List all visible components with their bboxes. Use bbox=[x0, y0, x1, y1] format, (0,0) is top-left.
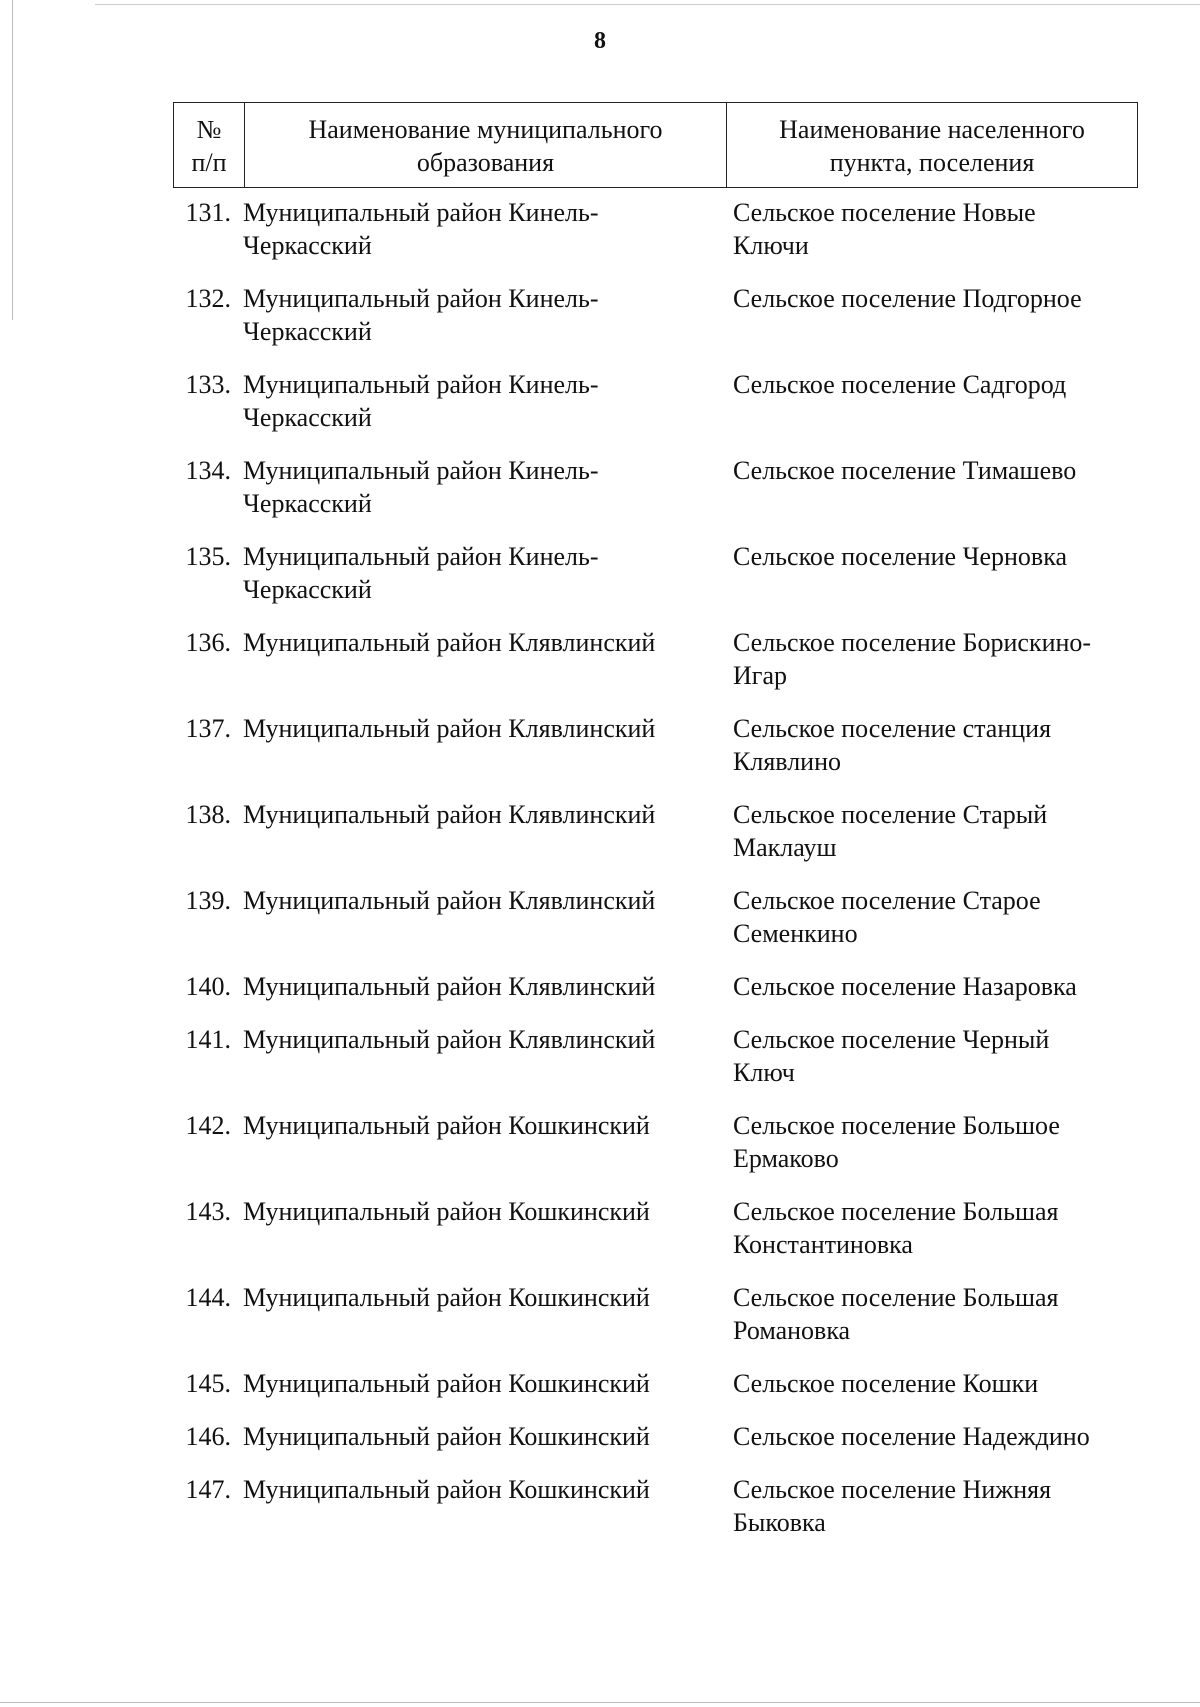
header-municipality-cell bbox=[245, 103, 727, 187]
settlement-name-line: Ключ bbox=[733, 1058, 795, 1087]
settlement-name-line: Ермаково bbox=[733, 1144, 839, 1173]
scan-border-bottom bbox=[0, 1702, 1200, 1703]
table-header bbox=[173, 102, 1138, 188]
settlement-name-line: Сельское поселение Надеждино bbox=[733, 1422, 1090, 1451]
settlement-name-line: Сельское поселение Назаровка bbox=[733, 972, 1077, 1001]
municipality-name-line: Муниципальный район Кошкинский bbox=[243, 1422, 650, 1451]
settlement-name bbox=[713, 626, 1138, 692]
municipality-name-line: Муниципальный район Клявлинский bbox=[243, 714, 656, 743]
header-settlement-line1: Наименование населенного bbox=[779, 115, 1085, 144]
municipality-name-line: Муниципальный район Кинель- bbox=[243, 284, 599, 313]
settlement-name-line: Маклауш bbox=[733, 833, 837, 862]
municipality-name bbox=[239, 1420, 713, 1453]
settlement-name bbox=[713, 884, 1138, 950]
table-row bbox=[173, 282, 1138, 348]
row-number: 132. bbox=[185, 284, 231, 313]
table-row bbox=[173, 1109, 1138, 1175]
municipality-name-line: Муниципальный район Кошкинский bbox=[243, 1111, 650, 1140]
settlement-name-line: Сельское поселение Подгорное bbox=[733, 284, 1082, 313]
municipality-name bbox=[239, 798, 713, 864]
settlement-name bbox=[713, 1109, 1138, 1175]
settlement-name-line: Сельское поселение Новые bbox=[733, 198, 1036, 227]
row-number: 141. bbox=[185, 1025, 231, 1054]
municipality-name bbox=[239, 454, 713, 520]
table-row bbox=[173, 540, 1138, 606]
row-number: 133. bbox=[185, 370, 231, 399]
settlement-name-line: Ключи bbox=[733, 231, 809, 260]
table-row bbox=[173, 626, 1138, 692]
header-municipality-line2: образования bbox=[416, 148, 555, 177]
municipality-name-line: Муниципальный район Кошкинский bbox=[243, 1197, 650, 1226]
municipality-name-line: Муниципальный район Кинель- bbox=[243, 542, 599, 571]
row-number: 140. bbox=[185, 972, 231, 1001]
row-number: 144. bbox=[185, 1283, 231, 1312]
row-number: 136. bbox=[185, 628, 231, 657]
row-number: 139. bbox=[185, 886, 231, 915]
settlement-name-line: Сельское поселение Большая bbox=[733, 1197, 1059, 1226]
settlement-name-line: Сельское поселение Большая bbox=[733, 1283, 1059, 1312]
row-number: 131. bbox=[185, 198, 231, 227]
municipality-name bbox=[239, 712, 713, 778]
header-number-label: п/п bbox=[191, 148, 227, 177]
municipality-name bbox=[239, 1023, 713, 1089]
row-number: 147. bbox=[185, 1475, 231, 1504]
settlement-name bbox=[713, 1195, 1138, 1261]
table-row bbox=[173, 1195, 1138, 1261]
header-number-cell bbox=[174, 103, 245, 187]
header-municipality-line1: Наименование муниципального bbox=[308, 115, 663, 144]
municipality-name bbox=[239, 1109, 713, 1175]
row-number: 135. bbox=[185, 542, 231, 571]
settlement-name-line: Сельское поселение Старое bbox=[733, 886, 1041, 915]
table-row bbox=[173, 1023, 1138, 1089]
municipality-name bbox=[239, 970, 713, 1003]
municipality-name-line: Черкасский bbox=[243, 317, 372, 346]
table-row bbox=[173, 970, 1138, 1003]
settlement-name-line: Сельское поселение Черновка bbox=[733, 542, 1067, 571]
settlement-name bbox=[713, 1420, 1138, 1453]
settlement-name-line: Сельское поселение станция bbox=[733, 714, 1052, 743]
table-row bbox=[173, 1420, 1138, 1453]
header-number-symbol: № bbox=[196, 115, 222, 144]
municipality-name-line: Муниципальный район Клявлинский bbox=[243, 972, 656, 1001]
municipality-name bbox=[239, 282, 713, 348]
municipality-name-line: Муниципальный район Клявлинский bbox=[243, 1025, 656, 1054]
table-row bbox=[173, 712, 1138, 778]
settlement-name-line: Сельское поселение Борискино- bbox=[733, 628, 1092, 657]
table-row bbox=[173, 196, 1138, 262]
settlement-name bbox=[713, 798, 1138, 864]
settlement-name bbox=[713, 540, 1138, 606]
municipality-name-line: Муниципальный район Кинель- bbox=[243, 370, 599, 399]
row-number: 137. bbox=[185, 714, 231, 743]
table-row bbox=[173, 368, 1138, 434]
municipality-name bbox=[239, 1367, 713, 1400]
municipality-name-line: Муниципальный район Кинель- bbox=[243, 198, 599, 227]
municipality-name-line: Черкасский bbox=[243, 231, 372, 260]
row-number: 134. bbox=[185, 456, 231, 485]
municipality-name-line: Муниципальный район Клявлинский bbox=[243, 628, 656, 657]
municipality-name-line: Муниципальный район Кошкинский bbox=[243, 1283, 650, 1312]
municipality-name bbox=[239, 626, 713, 692]
settlement-name bbox=[713, 368, 1138, 434]
municipality-name-line: Муниципальный район Клявлинский bbox=[243, 886, 656, 915]
page-number: 8 bbox=[594, 28, 606, 54]
municipality-name bbox=[239, 1195, 713, 1261]
settlement-name bbox=[713, 282, 1138, 348]
settlement-name bbox=[713, 1367, 1138, 1400]
municipality-name-line: Муниципальный район Кошкинский bbox=[243, 1369, 650, 1398]
settlement-name-line: Игар bbox=[733, 661, 787, 690]
settlement-name-line: Быковка bbox=[733, 1508, 826, 1537]
row-number: 138. bbox=[185, 800, 231, 829]
settlement-name-line: Сельское поселение Кошки bbox=[733, 1369, 1039, 1398]
row-number: 146. bbox=[185, 1422, 231, 1451]
row-number: 145. bbox=[185, 1369, 231, 1398]
table-row bbox=[173, 454, 1138, 520]
table-row bbox=[173, 1281, 1138, 1347]
municipality-name bbox=[239, 1473, 713, 1539]
settlement-name bbox=[713, 712, 1138, 778]
settlement-name bbox=[713, 1281, 1138, 1347]
settlement-name-line: Семенкино bbox=[733, 919, 858, 948]
header-settlement-cell bbox=[727, 103, 1137, 187]
scan-border-top bbox=[95, 4, 1200, 5]
table-row bbox=[173, 1473, 1138, 1539]
municipality-name-line: Черкасский bbox=[243, 575, 372, 604]
municipality-name bbox=[239, 1281, 713, 1347]
table-row bbox=[173, 798, 1138, 864]
settlement-name bbox=[713, 970, 1138, 1003]
municipality-name-line: Черкасский bbox=[243, 489, 372, 518]
settlement-name bbox=[713, 454, 1138, 520]
settlement-name-line: Клявлино bbox=[733, 747, 842, 776]
row-number: 142. bbox=[185, 1111, 231, 1140]
header-settlement-line2: пункта, поселения bbox=[829, 148, 1035, 177]
municipality-name-line: Черкасский bbox=[243, 403, 372, 432]
municipality-name bbox=[239, 196, 713, 262]
settlement-name-line: Сельское поселение Садгород bbox=[733, 370, 1067, 399]
municipality-name bbox=[239, 884, 713, 950]
settlement-name bbox=[713, 1473, 1138, 1539]
municipality-name bbox=[239, 540, 713, 606]
settlement-name bbox=[713, 1023, 1138, 1089]
municipality-name-line: Муниципальный район Кошкинский bbox=[243, 1475, 650, 1504]
municipality-name bbox=[239, 368, 713, 434]
municipality-name-line: Муниципальный район Кинель- bbox=[243, 456, 599, 485]
settlement-name-line: Сельское поселение Тимашево bbox=[733, 456, 1077, 485]
settlement-name-line: Сельское поселение Нижняя bbox=[733, 1475, 1052, 1504]
table-row bbox=[173, 884, 1138, 950]
settlement-name-line: Сельское поселение Черный bbox=[733, 1025, 1050, 1054]
settlement-name-line: Константиновка bbox=[733, 1230, 913, 1259]
table-row bbox=[173, 1367, 1138, 1400]
settlement-name-line: Сельское поселение Большое bbox=[733, 1111, 1060, 1140]
settlement-name-line: Сельское поселение Старый bbox=[733, 800, 1048, 829]
table-body bbox=[173, 196, 1138, 1559]
municipality-name-line: Муниципальный район Клявлинский bbox=[243, 800, 656, 829]
row-number: 143. bbox=[185, 1197, 231, 1226]
settlement-name-line: Романовка bbox=[733, 1316, 851, 1345]
settlement-name bbox=[713, 196, 1138, 262]
